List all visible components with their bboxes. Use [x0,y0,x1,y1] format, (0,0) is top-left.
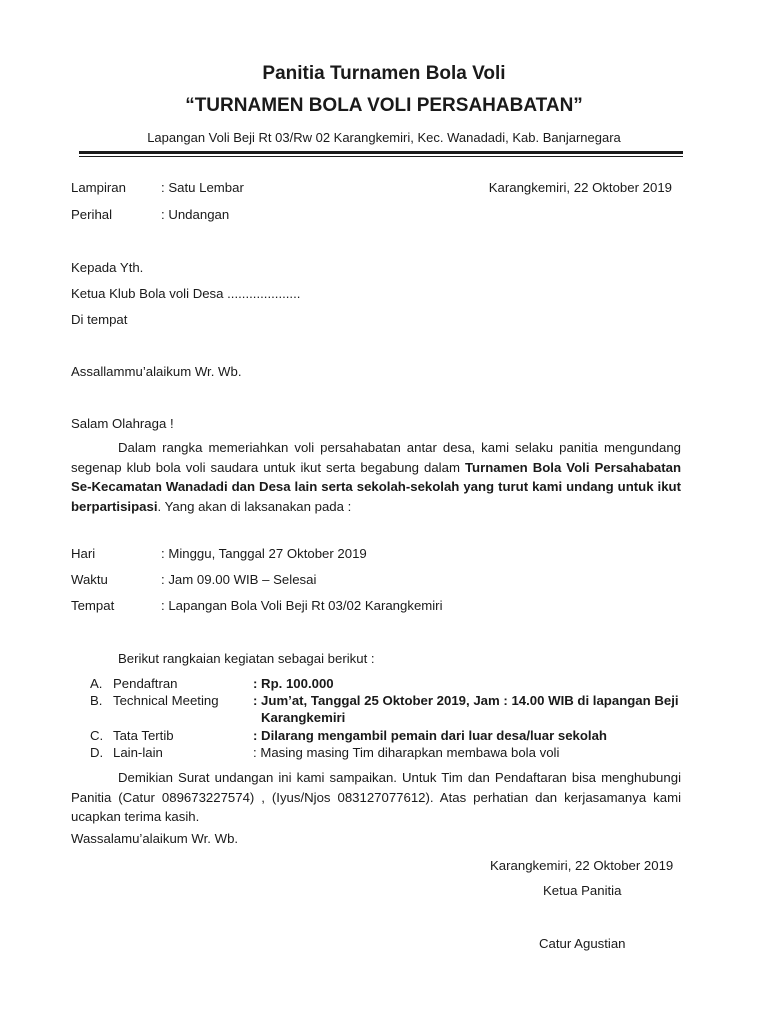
closing-paragraph [71,768,681,827]
tempat-value: : Lapangan Bola Voli Beji Rt 03/02 Karangkemiri [161,598,443,613]
salam-olahraga: Salam Olahraga ! [71,416,174,431]
closing-text: Demikian Surat undangan ini kami sampaikan. Untuk Tim dan Pendaftaran bisa menghubungi Panitia (Catur 089673227574) , (Iyus/Njos 083127077612). Atas perhatian dan kerjasamanya kami ucapkan terima kasih. [71,770,681,824]
invitation-paragraph [71,438,681,516]
closing-greeting: Wassalamu’alaikum Wr. Wb. [71,831,239,846]
agenda-item-value: : Rp. 100.000 [253,676,334,691]
agenda-item-value-continued: Karangkemiri [261,710,346,725]
recipient-line-2: Ketua Klub Bola voli Desa .................... [71,286,301,301]
perihal-value: : Undangan [161,207,230,222]
agenda-item-letter: B. [90,693,103,708]
invitation-text-bold: Turnamen Bola Voli Persahabatan Se-Kecamatan Wanadadi dan Desa lain serta sekolah-sekolah yang turut kami undang untuk ikut berpartisipasi [71,459,681,514]
agenda-item-name: Tata Tertib [113,728,174,743]
signatory-name: Catur Agustian [539,936,626,951]
tempat-label: Tempat [71,598,115,613]
recipient-line-3: Di tempat [71,312,128,327]
agenda-item-value: : Masing masing Tim diharapkan membawa bola voli [253,745,560,760]
signature-role: Ketua Panitia [543,883,622,898]
lampiran-label: Lampiran [71,180,126,195]
agenda-item-value: : Dilarang mengambil pemain dari luar desa/luar sekolah [253,728,607,743]
hari-label: Hari [71,546,96,561]
recipient-line-1: Kepada Yth. [71,260,144,275]
agenda-item-letter: D. [90,745,104,760]
letterhead-address: Lapangan Voli Beji Rt 03/Rw 02 Karangkemiri, Kec. Wanadadi, Kab. Banjarnegara [147,130,621,145]
letterhead-divider-thick [79,151,683,154]
agenda-item-name: Lain-lain [113,745,163,760]
opening-greeting: Assallammu’alaikum Wr. Wb. [71,364,242,379]
agenda-item-letter: A. [90,676,103,691]
lampiran-value: : Satu Lembar [161,180,244,195]
invitation-text-start: Dalam rangka memeriahkan voli persahabatan antar desa, kami selaku panitia mengundang segenap klub bola voli saudara untuk ikut serta begabung dalam [71,440,681,475]
letterhead-divider-thin [79,156,683,157]
hari-value: : Minggu, Tanggal 27 Oktober 2019 [161,546,367,561]
waktu-label: Waktu [71,572,108,587]
letter-date: Karangkemiri, 22 Oktober 2019 [488,180,672,195]
organizer-title: Panitia Turnamen Bola Voli [262,63,506,84]
agenda-intro: Berikut rangkaian kegiatan sebagai berikut : [118,651,375,666]
waktu-value: : Jam 09.00 WIB – Selesai [161,572,317,587]
agenda-item-value: : Jum’at, Tanggal 25 Oktober 2019, Jam : 14.00 WIB di lapangan Beji [253,693,679,708]
agenda-item-letter: C. [90,728,104,743]
event-title: “TURNAMEN BOLA VOLI PERSAHABATAN” [185,95,583,116]
agenda-item-name: Pendaftran [113,676,178,691]
invitation-text-end: . Yang akan di laksanakan pada : [157,498,352,514]
perihal-label: Perihal [71,207,113,222]
agenda-item-name: Technical Meeting [113,693,219,708]
signature-date: Karangkemiri, 22 Oktober 2019 [490,858,674,873]
